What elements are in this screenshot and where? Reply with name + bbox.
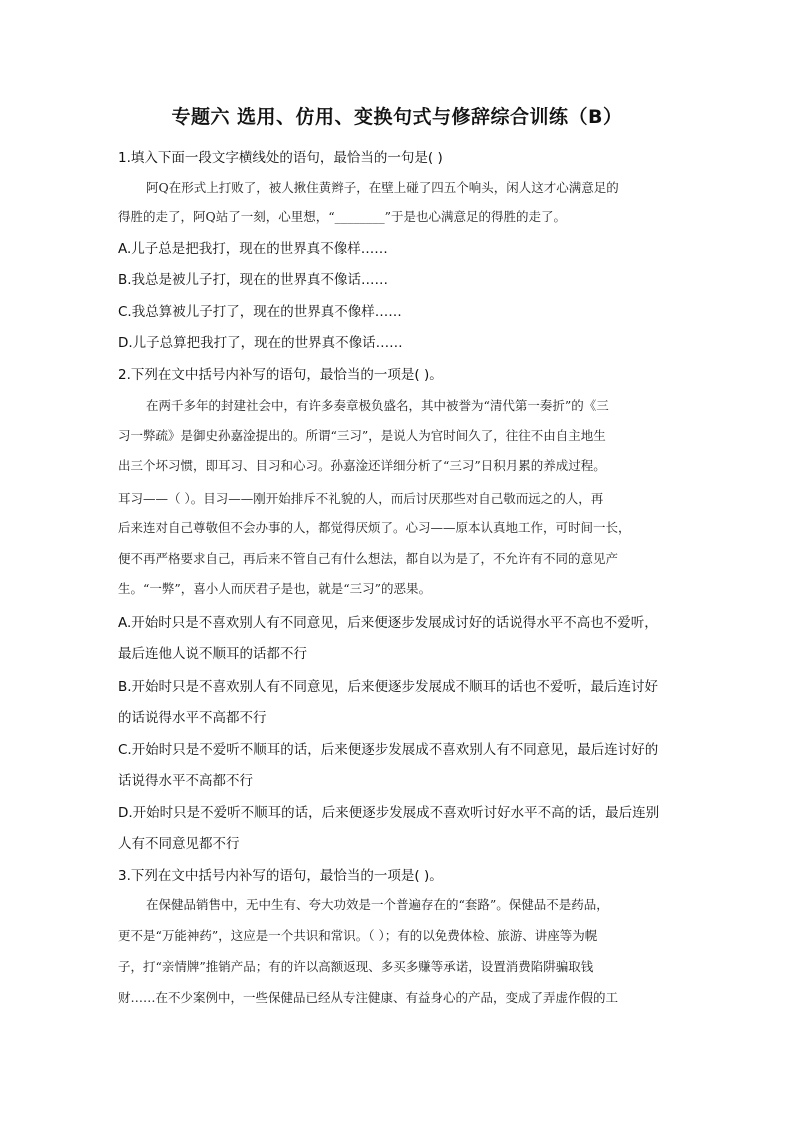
page-title: 专题六 选用、仿用、变换句式与修辞综合训练（B） [171, 106, 623, 128]
question-3-passage-line: 更不是“万能神药”，这应是一个共识和常识。（ ）；有的以免费体检、旅游、讲座等为幌 [118, 928, 598, 943]
question-2-option-b-cont: 的话说得水平不高都不行 [118, 710, 267, 726]
question-2-passage-line: 在两千多年的封建社会中，有许多奏章极负盛名，其中被誉为“清代第一奏折”的《三 [146, 398, 609, 413]
question-2-option-d-cont: 人有不同意见都不行 [118, 836, 240, 852]
question-2-option-c: C.开始时只是不爱听不顺耳的话，后来便逐步发展成不喜欢别人有不同意见，最后连讨好的 [118, 742, 659, 758]
question-2-option-a: A.开始时只是不喜欢别人有不同意见，后来便逐步发展成讨好的话说得水平不高也不爱听， [118, 615, 658, 631]
question-2-passage-line: 后来连对自己尊敬但不会办事的人，都觉得厌烦了。心习——原本认真地工作，可时间一长， [118, 520, 631, 535]
question-3-passage-line: 财……在不少案例中，一些保健品已经从专注健康、有益身心的产品，变成了弄虚作假的工 [118, 990, 619, 1005]
question-1-option-d: D.儿子总算把我打了，现在的世界真不像话…… [118, 335, 403, 351]
question-1-stem: 1.填入下面一段文字横线处的语句，最恰当的一句是( ) [118, 150, 443, 166]
question-3-stem: 3.下列在文中括号内补写的语句，最恰当的一项是( )。 [118, 868, 443, 884]
question-2-option-d: D.开始时只是不爱听不顺耳的话，后来便逐步发展成不喜欢听讨好水平不高的话，最后连别 [118, 805, 660, 821]
question-2-option-b: B.开始时只是不喜欢别人有不同意见，后来便逐步发展成不顺耳的话也不爱听，最后连讨好 [118, 679, 659, 695]
question-2-passage-line: 生。“一弊”，喜小人而厌君子是也，就是“三习”的恶果。 [118, 581, 432, 596]
question-2-option-a-cont: 最后连他人说不顺耳的话都不行 [118, 646, 307, 662]
question-2-passage-line: 耳习——（ ）。目习——刚开始排斥不礼貌的人，而后讨厌那些对自己敬而远之的人，再 [118, 491, 604, 506]
question-2-passage-line: 便不再严格要求自己，再后来不管自己有什么想法，都自以为是了，不允许有不同的意见产 [118, 551, 619, 566]
question-1-option-b: B.我总是被儿子打，现在的世界真不像话…… [118, 272, 389, 288]
question-2-option-c-cont: 话说得水平不高都不行 [118, 773, 253, 789]
question-3-passage-line: 子，打“亲情牌”推销产品；有的许以高额返现、多买多赚等承诺，设置消费陷阱骗取钱 [118, 959, 594, 974]
question-1-option-a: A.儿子总是把我打，现在的世界真不像样…… [118, 241, 388, 257]
question-2-passage-line: 习一弊疏》是御史孙嘉淦提出的。所谓“三习”，是说人为官时间久了，往往不由自主地生 [118, 428, 606, 443]
question-1-passage-line: 阿Q在形式上打败了，被人揪住黄辫子，在壁上碰了四五个响头，闲人这才心满意足的 [146, 180, 619, 195]
question-3-passage-line: 在保健品销售中，无中生有、夸大功效是一个普遍存在的“套路”。保健品不是药品， [146, 897, 609, 912]
question-1-passage-line: 得胜的走了，阿Q站了一刻，心里想，“________”于是也心满意足的得胜的走了。 [118, 209, 567, 224]
question-1-option-c: C.我总算被儿子打了，现在的世界真不像样…… [118, 304, 402, 320]
question-2-passage-line: 出三个坏习惯，即耳习、目习和心习。孙嘉淦还详细分析了“三习”日积月累的养成过程。 [118, 458, 606, 473]
question-2-stem: 2.下列在文中括号内补写的语句，最恰当的一项是( )。 [118, 367, 443, 383]
